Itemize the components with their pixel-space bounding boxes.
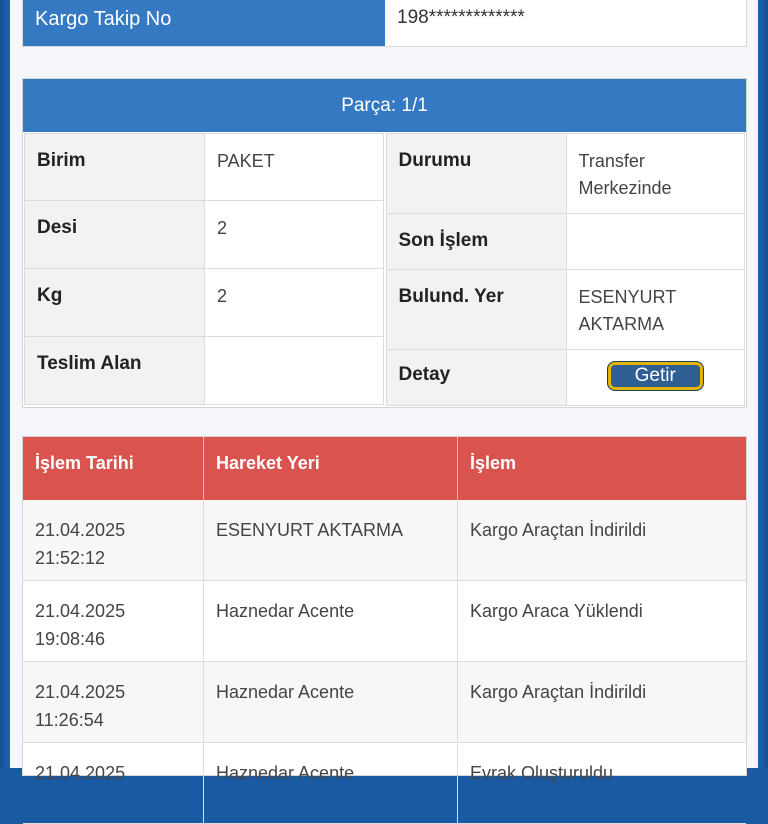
row-action: Kargo Araçtan İndirildi	[470, 520, 647, 540]
parcel-left-column	[24, 133, 384, 406]
row-time: 21:52:12	[35, 548, 106, 568]
son-islem-label: Son İşlem	[387, 214, 567, 269]
parcel-right-column	[386, 133, 746, 406]
detay-label: Detay	[387, 350, 567, 405]
row-action: Kargo Araçtan İndirildi	[470, 682, 647, 702]
row-teslim-alan	[24, 337, 384, 405]
teslim-alan-label: Teslim Alan	[25, 337, 205, 404]
row-birim	[24, 133, 384, 201]
row-date: 21.04.2025	[35, 763, 126, 783]
row-place: Haznedar Acente	[204, 743, 458, 823]
header-hareket-yeri: Hareket Yeri	[204, 437, 458, 500]
row-desi	[24, 201, 384, 269]
tracking-number-row	[22, 0, 747, 47]
kg-label: Kg	[25, 269, 205, 336]
table-row	[23, 581, 746, 662]
son-islem-value	[567, 214, 745, 269]
parcel-info-panel	[22, 78, 747, 408]
kg-value: 2	[205, 269, 383, 336]
row-action: Evrak Oluşturuldu	[470, 763, 614, 783]
row-place: Haznedar Acente	[204, 581, 458, 661]
getir-button[interactable]: Getir	[608, 362, 703, 390]
header-islem-tarihi: İşlem Tarihi	[23, 437, 204, 500]
row-action: Kargo Araca Yüklendi	[470, 601, 643, 621]
desi-label: Desi	[25, 201, 205, 268]
parcel-panel-title: Parça: 1/1	[23, 79, 746, 132]
birim-value: PAKET	[205, 134, 383, 200]
row-son-islem	[386, 214, 746, 270]
tracking-number-value: 198*************	[397, 7, 525, 28]
row-date: 21.04.2025	[35, 601, 126, 621]
shipment-history-table	[22, 436, 747, 783]
bulund-yer-value: ESENYURT AKTARMA	[567, 270, 745, 349]
tracking-number-label: Kargo Takip No	[23, 0, 385, 46]
durumu-label: Durumu	[387, 134, 567, 213]
desi-value: 2	[205, 201, 383, 268]
table-row	[23, 662, 746, 743]
row-kg	[24, 269, 384, 337]
table-row	[23, 500, 746, 581]
row-time: 19:08:46	[35, 629, 106, 649]
row-detay	[386, 350, 746, 406]
durumu-value: Transfer Merkezinde	[567, 134, 745, 213]
row-date: 21.04.2025	[35, 682, 126, 702]
teslim-alan-value	[205, 337, 383, 404]
table-row	[23, 743, 746, 824]
row-bulund-yer	[386, 270, 746, 350]
bulund-yer-label: Bulund. Yer	[387, 270, 567, 349]
row-place: ESENYURT AKTARMA	[204, 500, 458, 580]
row-date: 21.04.2025	[35, 520, 126, 540]
history-header-row	[23, 437, 746, 500]
row-place: Haznedar Acente	[204, 662, 458, 742]
header-islem: İşlem	[470, 453, 517, 473]
row-durumu	[386, 133, 746, 214]
birim-label: Birim	[25, 134, 205, 200]
row-time: 11:26:54	[35, 710, 104, 730]
